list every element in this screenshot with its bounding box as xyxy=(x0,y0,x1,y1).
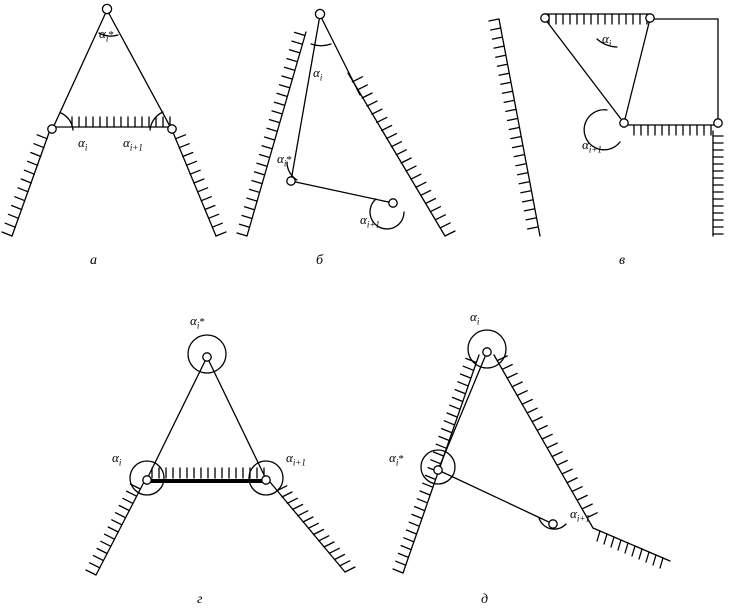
panel-v-ground-top xyxy=(545,14,649,24)
panel-d-joint-mid xyxy=(434,466,442,474)
label-d-alpha-i-plus-1: $\alpha_{i+1}$ xyxy=(570,506,590,524)
panel-g-ground-left xyxy=(86,482,144,575)
panel-v-link-right xyxy=(624,19,650,123)
panel-b-ground-left xyxy=(237,32,306,236)
panel-letter-g: г xyxy=(197,592,203,607)
panel-g-joint-apex xyxy=(203,353,211,361)
panel-d-link-lower xyxy=(438,470,553,524)
panel-g-link-left xyxy=(147,357,207,479)
label-b-alpha-i: $\alpha_i$ xyxy=(313,65,323,83)
label-g-alpha-i: $\alpha_i$ xyxy=(112,450,122,468)
panel-g xyxy=(86,335,355,575)
panel-g-ground-right xyxy=(270,482,355,572)
panel-b-arc-apex xyxy=(311,44,331,46)
panel-v-joint-mid xyxy=(620,119,628,127)
label-b-alpha-i-plus-1: $\alpha_{i+1}$ xyxy=(360,212,380,230)
panel-a-joint-apex xyxy=(102,4,111,13)
label-d-alpha-i-star: $\alpha_i*$ xyxy=(389,450,404,468)
label-d-alpha-i: $\alpha_i$ xyxy=(470,309,480,327)
panel-g-joint-right xyxy=(262,476,270,484)
label-a-alpha-i: $\alpha_i$ xyxy=(78,135,88,153)
label-v-alpha-i: $\alpha_i$ xyxy=(602,31,612,49)
label-g-alpha-i-plus-1: $\alpha_{i+1}$ xyxy=(286,450,306,468)
panel-b-joint-lower xyxy=(389,199,397,207)
panel-v-joint-right xyxy=(714,119,722,127)
panel-a-joint-left xyxy=(48,125,56,133)
label-a-alpha-i-plus-1: $\alpha_{i+1}$ xyxy=(123,135,143,153)
panel-d-joint-apex xyxy=(483,348,491,356)
panel-a xyxy=(2,4,226,236)
panel-v-link-left xyxy=(545,19,624,123)
panel-a-ground-left xyxy=(2,130,50,236)
label-b-alpha-i-star: $\alpha_i*$ xyxy=(277,151,292,169)
panel-v-ground-right xyxy=(713,131,723,236)
panel-v-joint-top-right xyxy=(646,14,654,22)
label-g-alpha-i-star: $\alpha_i*$ xyxy=(190,313,205,331)
panel-d xyxy=(393,330,670,573)
panel-b-joint-mid xyxy=(287,177,295,185)
label-v-alpha-i-plus-1: $\alpha_{i+1}$ xyxy=(582,137,602,155)
panel-b-link-lower xyxy=(291,181,393,203)
panel-letter-d: д xyxy=(481,592,489,607)
panel-a-ground-right xyxy=(172,130,226,236)
panel-letter-v: в xyxy=(619,253,626,268)
panel-v-ground-middle xyxy=(628,125,718,135)
panel-d-joint-lower xyxy=(549,520,557,528)
panel-b-link-right xyxy=(320,15,360,95)
panel-d-ground-right xyxy=(494,355,670,568)
panel-g-link-right xyxy=(207,357,266,479)
panel-b-link-left xyxy=(291,15,323,181)
panel-a-joint-right xyxy=(168,125,176,133)
panel-letter-a: а xyxy=(90,253,97,268)
panel-g-joint-left xyxy=(143,476,151,484)
panel-v-ground-left xyxy=(489,19,540,236)
panel-b xyxy=(237,9,455,236)
panel-b-joint-apex xyxy=(315,9,324,18)
panel-d-ground-left xyxy=(393,355,479,573)
panel-letter-b: б xyxy=(316,253,324,268)
panel-v-joint-top-left xyxy=(541,14,549,22)
label-a-alpha-i-star: $\alpha_i*$ xyxy=(99,26,114,44)
